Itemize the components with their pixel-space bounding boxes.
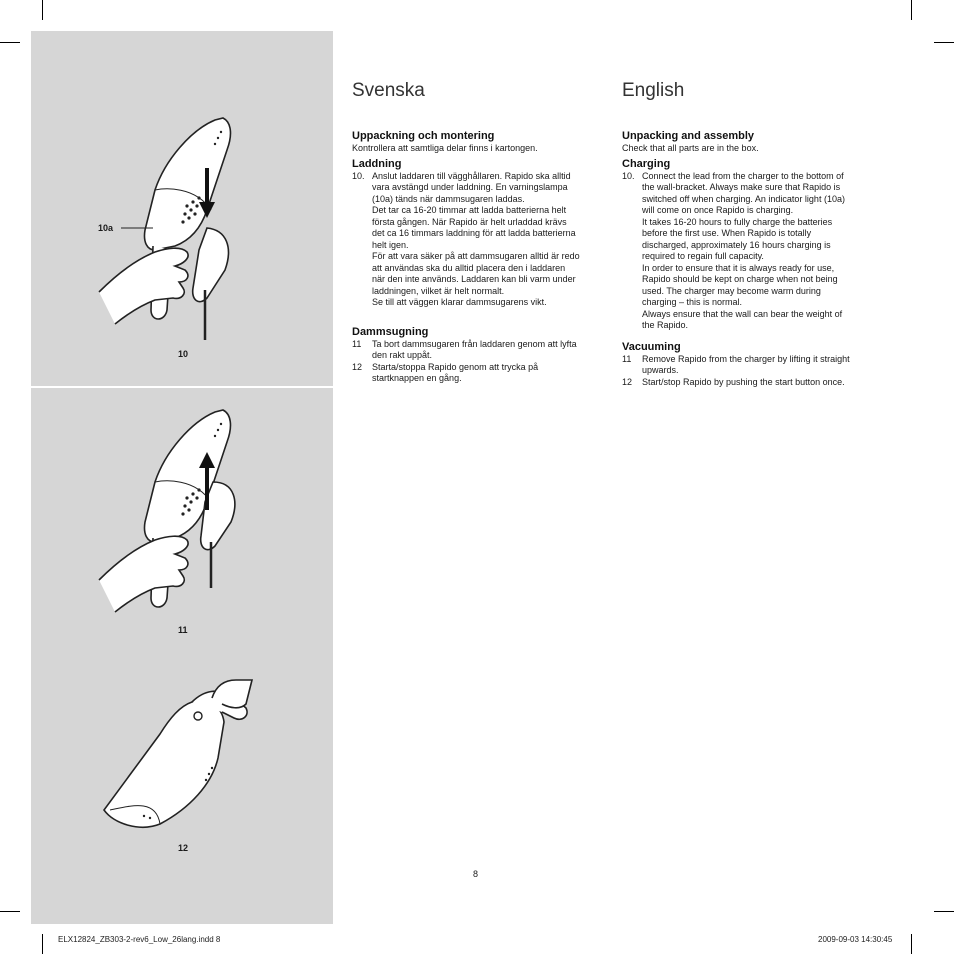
text-line: För att vara säker på att dammsugaren alltid är redo [372, 251, 580, 261]
text-line: switched off when charging. An indicator light (10a) [642, 193, 845, 204]
crop-mark [911, 0, 912, 20]
item-number: 11 [352, 338, 362, 349]
text-line: Starta/stoppa Rapido genom att trycka på [372, 361, 539, 372]
crop-mark [42, 934, 43, 954]
section-title: Dammsugning [352, 325, 429, 338]
panel-divider [31, 664, 333, 666]
svenska-column [352, 80, 602, 385]
text-line: Remove Rapido from the charger by lifting it straight [642, 353, 850, 364]
text-line: helt igen. [372, 239, 409, 250]
text-line: discharged, approximately 16 hours charging is [642, 239, 831, 250]
list-item [352, 339, 602, 362]
item-text [642, 354, 872, 377]
figure-12-illustration [100, 678, 260, 838]
text-line: Ta bort dammsugaren från laddaren genom att lyfta [372, 338, 577, 349]
list-item [352, 362, 602, 385]
text-line: the Rapido. [642, 320, 689, 330]
text-line: upwards. [642, 365, 679, 375]
section-title: Uppackning och montering [352, 130, 495, 142]
list-item [352, 171, 602, 309]
text-line: In order to ensure that it is always ready for use, [642, 262, 835, 273]
list-item [622, 354, 872, 377]
item-number: 10. [352, 170, 365, 181]
text-line: när den inte används. Laddaren kan bli varm under [372, 274, 576, 284]
crop-mark [42, 0, 43, 20]
item-text [642, 171, 872, 332]
footer-timestamp: 2009-09-03 14:30:45 [818, 935, 893, 944]
item-text [372, 339, 602, 362]
footer-filename: ELX12824_ZB303-2-rev6_Low_26lang.indd 8 [58, 935, 221, 944]
figure-11-label: 11 [178, 625, 188, 635]
figure-12-label: 12 [178, 843, 189, 853]
text-line: den rakt uppåt. [372, 350, 433, 360]
text-line: att användas ska du alltid placera den i laddaren [372, 262, 566, 273]
text-line: Se till att väggen klarar dammsugarens vikt. [372, 297, 547, 307]
text-line: startknappen en gång. [372, 373, 462, 383]
crop-mark [0, 42, 20, 43]
item-text [372, 362, 602, 385]
text-line: Rapido should be kept on charge when not being [642, 274, 838, 284]
text-line: Det tar ca 16-20 timmar att ladda batterierna helt [372, 205, 567, 215]
section-text: Check that all parts are in the box. [622, 143, 759, 153]
text-line: required to regain full capacity. [642, 251, 764, 261]
text-line: det ca 16 timmars laddning för att ladda batterierna [372, 228, 576, 238]
text-line: will come on once Rapido is charging. [642, 205, 794, 215]
section-title: Charging [622, 157, 671, 170]
text-line: Connect the lead from the charger to the bottom of [642, 170, 844, 181]
svenska-heading: Svenska [352, 80, 425, 101]
figure-10-label: 10 [178, 349, 189, 359]
text-line: charging – this is normal. [642, 297, 743, 307]
crop-mark [911, 934, 912, 954]
text-line: the wall-bracket. Always make sure that Rapido is [642, 182, 841, 192]
text-line: before the first use. When Rapido is totally [642, 228, 812, 238]
item-number: 12 [352, 361, 363, 372]
list-item [622, 171, 872, 332]
text-line: vara avstängd under laddning. En varningslampa [372, 182, 568, 192]
crop-mark [934, 42, 954, 43]
item-text [642, 377, 872, 389]
crop-mark [934, 911, 954, 912]
list-item [622, 377, 872, 389]
section-title: Vacuuming [622, 340, 681, 353]
figure-10-illustration [95, 110, 245, 340]
figure-11-illustration [95, 402, 245, 617]
text-line: laddningen, vilket är helt normalt. [372, 285, 505, 296]
text-line: Always ensure that the wall can bear the weight of [642, 308, 843, 319]
item-number: 10. [622, 170, 635, 181]
text-line: Anslut laddaren till vägghållaren. Rapido ska alltid [372, 170, 571, 181]
crop-mark [0, 911, 20, 912]
item-text [372, 171, 602, 309]
english-column [622, 80, 872, 388]
item-number: 11 [622, 353, 632, 364]
text-line: (10a) tänds när dammsugaren laddas. [372, 193, 525, 204]
panel-divider [31, 386, 333, 388]
text-line: första gången. När Rapido är helt urladdad krävs [372, 216, 567, 227]
text-line: Start/stop Rapido by pushing the start button once. [642, 376, 845, 387]
section-title: Laddning [352, 157, 402, 170]
text-line: It takes 16-20 hours to fully charge the batteries [642, 216, 833, 227]
page-number: 8 [473, 869, 479, 879]
section-title: Unpacking and assembly [622, 130, 755, 142]
figure-10a-callout: 10a [98, 223, 114, 233]
section-text: Kontrollera att samtliga delar finns i kartongen. [352, 143, 538, 153]
text-line: used. The charger may become warm during [642, 285, 821, 296]
english-heading: English [622, 80, 685, 101]
item-number: 12 [622, 376, 633, 387]
